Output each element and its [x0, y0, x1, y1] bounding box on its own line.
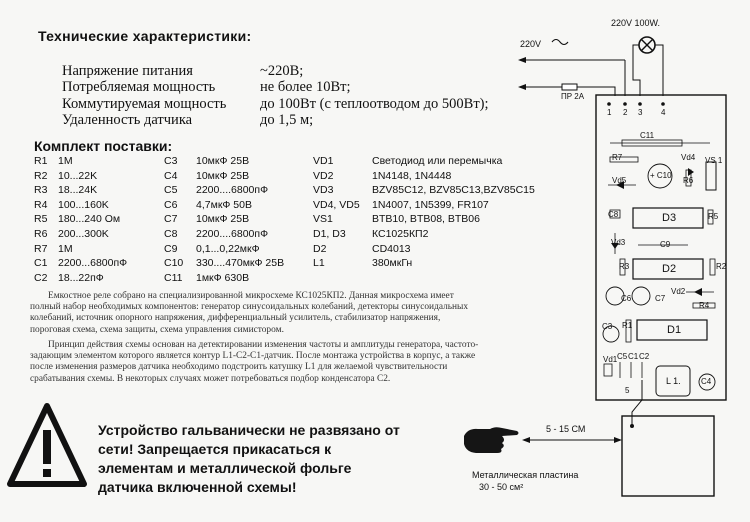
kit-value: 2200....6800пФ: [196, 228, 269, 240]
part-label: C6: [621, 294, 632, 303]
spec-label: Потребляемая мощность: [62, 79, 216, 95]
part-label: C8: [608, 210, 619, 219]
description-paragraph-1: [30, 291, 580, 336]
spec-value: до 100Вт (с теплоотводом до 500Вт);: [260, 96, 489, 112]
part-label: R7: [612, 153, 623, 162]
kit-ref: R7: [34, 242, 48, 255]
kit-value: 1M: [58, 242, 73, 255]
part-label: R3: [619, 262, 630, 271]
kit-value: 1M: [58, 155, 73, 167]
kit-ref: D1, D3: [313, 228, 346, 240]
kit-value: 1мкФ 630В: [196, 271, 250, 284]
part-label: Vd3: [611, 238, 626, 247]
kit-ref: VD3: [313, 184, 334, 197]
kit-ref: VD4, VD5: [313, 198, 360, 211]
kit-value: BZV85C12, BZV85C13,BZV85C15: [372, 184, 535, 197]
kit-ref: R6: [34, 228, 48, 240]
kit-ref: C1: [34, 257, 48, 270]
pin-label: 2: [623, 108, 628, 117]
kit-value: КС1025КП2: [372, 228, 429, 240]
spec-label: Удаленность датчика: [62, 112, 193, 128]
kit-ref: C11: [164, 271, 183, 284]
plate-label: Металлическая пластина: [472, 470, 579, 480]
kit-value: 10...22K: [58, 169, 98, 182]
kit-value: 2200....6800пФ: [196, 184, 269, 197]
kit-ref: D2: [313, 242, 327, 255]
kit-ref: C2: [34, 271, 48, 284]
spec-label: Напряжение питания: [62, 63, 193, 79]
kit-title: Комплект поставки:: [34, 138, 173, 154]
part-label: C11: [640, 131, 655, 140]
kit-value: BTB10, BTB08, BTB06: [372, 213, 480, 226]
kit-ref: C9: [164, 242, 178, 255]
kit-value: 200...300K: [58, 228, 109, 240]
part-label: R5: [708, 212, 719, 221]
kit-value: 0,1...0,22мкФ: [196, 242, 260, 255]
text-line: сети! Запрещается прикасаться к: [98, 441, 332, 457]
kit-ref: C4: [164, 169, 178, 182]
text-line: пороговая схема, схема защиты, схема управления симистором.: [30, 324, 284, 335]
mains-label: 220V: [520, 39, 542, 49]
kit-ref: VD1: [313, 155, 334, 167]
kit-value: 10мкФ 25В: [196, 213, 250, 226]
kit-ref: R2: [34, 169, 48, 182]
part-label: Vd4: [681, 153, 696, 162]
kit-value: 380мкГн: [372, 257, 413, 270]
part-label: C9: [660, 240, 671, 249]
page-title: Технические характеристики:: [38, 28, 252, 44]
text-line: колебаний, источник опорного напряжения, дифференциальный усилитель, стабилизатор напряжения,: [30, 313, 441, 324]
spec-value: не более 10Вт;: [260, 79, 351, 95]
kit-value: 4,7мкФ 50В: [196, 198, 252, 211]
part-label: Vd5: [612, 176, 627, 185]
kit-ref: R1: [34, 155, 48, 167]
kit-ref: VD2: [313, 169, 334, 182]
part-label: C3: [602, 322, 613, 331]
kit-value: 1N4007, 1N5399, FR107: [372, 198, 489, 211]
fuse-label: ПР 2А: [561, 92, 585, 101]
text-line: Принцип действия схемы основан на детектировании изменения частоты и амплитуды генератора, частото-: [48, 340, 479, 350]
plate-size-label: 30 - 50 см²: [479, 482, 524, 492]
warning-text: [98, 421, 400, 497]
distance-label: 5 - 15 СМ: [546, 424, 586, 434]
part-label: R6: [683, 176, 694, 185]
spec-label: Коммутируемая мощность: [62, 96, 227, 112]
part-label: VS 1: [705, 156, 723, 165]
part-label: + C10: [650, 171, 672, 180]
text-line: срабатывания схемы. В некоторых случаях может потребоваться подбор конденсатора С2.: [30, 373, 391, 384]
warning-icon: [6, 400, 88, 490]
part-label: D1: [667, 324, 682, 336]
part-label: R2: [716, 262, 727, 271]
pin-label: 4: [661, 108, 666, 117]
part-label: D2: [662, 263, 677, 275]
kit-value: 2200...6800пФ: [58, 257, 128, 270]
part-label: C4: [701, 377, 712, 386]
part-label: C2: [639, 352, 650, 361]
kit-value: 180...240 Ом: [58, 213, 121, 226]
kit-ref: R4: [34, 198, 48, 211]
text-line: Емкостное реле собрано на специализированной микросхеме КС1025КП2. Данная микросхема имеет: [48, 291, 454, 301]
text-line: после изменения размеров датчика необходимо подстроить катушку L1 для желаемой чувствительности: [30, 362, 448, 373]
fuse-icon: [562, 84, 577, 90]
kit-value: 10мкФ 25В: [196, 155, 250, 167]
spec-value: до 1,5 м;: [260, 112, 314, 128]
pin-label: 1: [607, 108, 612, 117]
kit-value: 18...24K: [58, 184, 98, 197]
part-label: Vd2: [671, 287, 686, 296]
kit-ref: VS1: [313, 213, 333, 226]
kit-value: 100...160K: [58, 198, 109, 211]
kit-value: Светодиод или перемычка: [372, 155, 503, 167]
part-label: D3: [662, 212, 677, 224]
pin-label: 3: [638, 108, 643, 117]
spec-value: ~220В;: [260, 63, 304, 79]
kit-ref: C6: [164, 198, 178, 211]
kit-ref: C5: [164, 184, 178, 197]
kit-value: 330....470мкФ 25В: [196, 257, 285, 270]
kit-ref: R3: [34, 184, 48, 197]
text-line: датчика включенной схемы!: [98, 479, 297, 495]
kit-ref: C10: [164, 257, 184, 270]
text-line: Устройство гальванически не развязано от: [98, 422, 400, 438]
description-paragraph-2: [30, 340, 580, 385]
part-label: C1: [628, 352, 639, 361]
kit-value: 1N4148, 1N4448: [372, 169, 452, 182]
part-label: C5: [617, 352, 628, 361]
kit-value: CD4013: [372, 242, 411, 255]
circuit-diagram: [500, 0, 750, 522]
kit-ref: C8: [164, 228, 178, 240]
kit-ref: R5: [34, 213, 48, 226]
lamp-label: 220V 100W.: [611, 18, 661, 28]
kit-ref: C7: [164, 213, 178, 226]
text-line: полный набор необходимых компонентов: генератор синусоидальных колебаний, детекторы синусоидальных: [30, 302, 469, 313]
part-label: L 1.: [666, 376, 681, 386]
kit-value: 10мкФ 25В: [196, 169, 250, 182]
pin-5-label: 5: [625, 386, 630, 395]
kit-value: 18...22пФ: [58, 271, 104, 284]
metal-plate: [622, 416, 714, 496]
part-label: C7: [655, 294, 666, 303]
text-line: задающим элементом которого является контур L1-C2-C1-датчик. После монтажа устройства в корпус, а также: [30, 351, 476, 362]
part-label: R4: [699, 301, 710, 310]
kit-ref: C3: [164, 155, 178, 167]
text-line: элементам и металлической фольге: [98, 460, 352, 476]
part-label: R1: [622, 321, 633, 330]
kit-ref: L1: [313, 257, 325, 270]
part-label: Vd1: [603, 355, 618, 364]
